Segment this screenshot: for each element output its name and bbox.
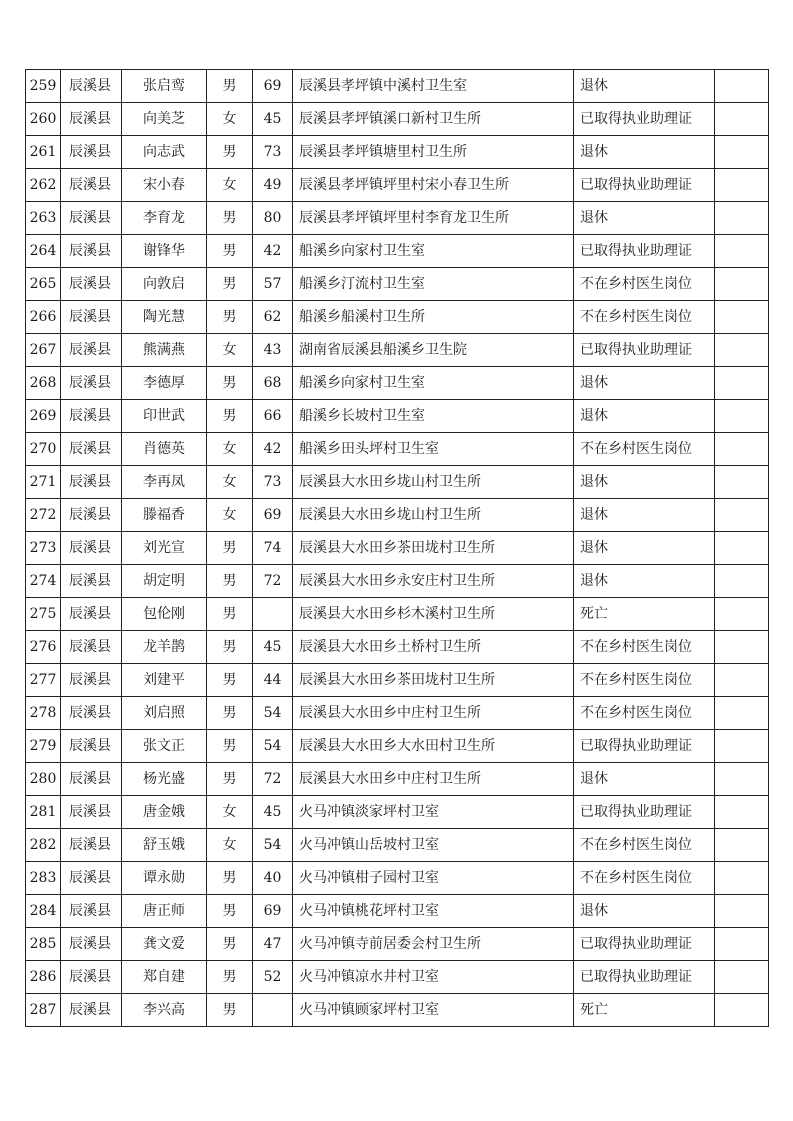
unit-cell: 火马冲镇柑子园村卫室 (293, 862, 574, 895)
county-cell: 辰溪县 (61, 829, 122, 862)
sex-cell: 女 (207, 334, 253, 367)
age-cell: 44 (253, 664, 293, 697)
sex-cell: 男 (207, 862, 253, 895)
row-number: 287 (26, 994, 61, 1027)
unit-cell: 辰溪县大水田乡茶田垅村卫生所 (293, 664, 574, 697)
county-cell: 辰溪县 (61, 169, 122, 202)
table-row (26, 136, 769, 169)
name-cell: 陶光慧 (122, 301, 207, 334)
age-cell: 47 (253, 928, 293, 961)
age-cell: 69 (253, 895, 293, 928)
age-cell: 54 (253, 730, 293, 763)
note-cell (715, 796, 769, 829)
status-cell: 已取得执业助理证 (574, 334, 715, 367)
unit-cell: 船溪乡汀流村卫生室 (293, 268, 574, 301)
note-cell (715, 730, 769, 763)
name-cell: 唐正师 (122, 895, 207, 928)
unit-cell: 辰溪县大水田乡土桥村卫生所 (293, 631, 574, 664)
table-row (26, 301, 769, 334)
unit-cell: 辰溪县孝坪镇坪里村宋小春卫生所 (293, 169, 574, 202)
note-cell (715, 961, 769, 994)
name-cell: 谢锋华 (122, 235, 207, 268)
county-cell: 辰溪县 (61, 400, 122, 433)
county-cell: 辰溪县 (61, 235, 122, 268)
county-cell: 辰溪县 (61, 631, 122, 664)
county-cell: 辰溪县 (61, 103, 122, 136)
name-cell: 龚文爱 (122, 928, 207, 961)
unit-cell: 火马冲镇寺前居委会村卫生所 (293, 928, 574, 961)
row-number: 266 (26, 301, 61, 334)
county-cell: 辰溪县 (61, 367, 122, 400)
unit-cell: 船溪乡向家村卫生室 (293, 367, 574, 400)
sex-cell: 男 (207, 565, 253, 598)
table-row (26, 565, 769, 598)
age-cell: 62 (253, 301, 293, 334)
county-cell: 辰溪县 (61, 565, 122, 598)
age-cell: 43 (253, 334, 293, 367)
status-cell: 退休 (574, 763, 715, 796)
row-number: 265 (26, 268, 61, 301)
name-cell: 郑自建 (122, 961, 207, 994)
unit-cell: 火马冲镇山岳坡村卫室 (293, 829, 574, 862)
note-cell (715, 763, 769, 796)
row-number: 276 (26, 631, 61, 664)
unit-cell: 湖南省辰溪县船溪乡卫生院 (293, 334, 574, 367)
status-cell: 死亡 (574, 994, 715, 1027)
age-cell: 73 (253, 466, 293, 499)
note-cell (715, 334, 769, 367)
county-cell: 辰溪县 (61, 763, 122, 796)
sex-cell: 男 (207, 367, 253, 400)
note-cell (715, 400, 769, 433)
table-row (26, 730, 769, 763)
age-cell: 42 (253, 433, 293, 466)
unit-cell: 辰溪县大水田乡大水田村卫生所 (293, 730, 574, 763)
name-cell: 李再凤 (122, 466, 207, 499)
note-cell (715, 598, 769, 631)
status-cell: 已取得执业助理证 (574, 169, 715, 202)
name-cell: 龙羊鹊 (122, 631, 207, 664)
unit-cell: 船溪乡田头坪村卫生室 (293, 433, 574, 466)
age-cell: 74 (253, 532, 293, 565)
sex-cell: 男 (207, 301, 253, 334)
table-row (26, 862, 769, 895)
age-cell: 66 (253, 400, 293, 433)
note-cell (715, 664, 769, 697)
note-cell (715, 367, 769, 400)
sex-cell: 男 (207, 268, 253, 301)
unit-cell: 辰溪县大水田乡垅山村卫生所 (293, 466, 574, 499)
row-number: 274 (26, 565, 61, 598)
table-row (26, 268, 769, 301)
name-cell: 李育龙 (122, 202, 207, 235)
county-cell: 辰溪县 (61, 70, 122, 103)
row-number: 278 (26, 697, 61, 730)
row-number: 271 (26, 466, 61, 499)
county-cell: 辰溪县 (61, 202, 122, 235)
table-row (26, 499, 769, 532)
unit-cell: 火马冲镇顾家坪村卫室 (293, 994, 574, 1027)
name-cell: 刘光宣 (122, 532, 207, 565)
age-cell (253, 598, 293, 631)
status-cell: 不在乡村医生岗位 (574, 268, 715, 301)
name-cell: 包伦刚 (122, 598, 207, 631)
name-cell: 肖德英 (122, 433, 207, 466)
name-cell: 舒玉娥 (122, 829, 207, 862)
age-cell: 57 (253, 268, 293, 301)
sex-cell: 女 (207, 829, 253, 862)
unit-cell: 辰溪县孝坪镇坪里村李育龙卫生所 (293, 202, 574, 235)
age-cell: 80 (253, 202, 293, 235)
table-row (26, 895, 769, 928)
table-row (26, 796, 769, 829)
row-number: 273 (26, 532, 61, 565)
doctor-roster-sheet (25, 69, 768, 1027)
row-number: 281 (26, 796, 61, 829)
county-cell: 辰溪县 (61, 697, 122, 730)
table-row (26, 994, 769, 1027)
unit-cell: 船溪乡向家村卫生室 (293, 235, 574, 268)
note-cell (715, 631, 769, 664)
age-cell: 54 (253, 697, 293, 730)
county-cell: 辰溪县 (61, 730, 122, 763)
age-cell: 54 (253, 829, 293, 862)
unit-cell: 火马冲镇淡家坪村卫室 (293, 796, 574, 829)
doctor-roster-table (25, 69, 769, 1027)
county-cell: 辰溪县 (61, 301, 122, 334)
status-cell: 已取得执业助理证 (574, 103, 715, 136)
age-cell: 72 (253, 565, 293, 598)
status-cell: 退休 (574, 70, 715, 103)
table-row (26, 961, 769, 994)
sex-cell: 男 (207, 994, 253, 1027)
status-cell: 已取得执业助理证 (574, 730, 715, 763)
unit-cell: 火马冲镇桃花坪村卫室 (293, 895, 574, 928)
unit-cell: 辰溪县大水田乡垅山村卫生所 (293, 499, 574, 532)
age-cell: 69 (253, 499, 293, 532)
status-cell: 退休 (574, 202, 715, 235)
table-row (26, 466, 769, 499)
age-cell: 68 (253, 367, 293, 400)
name-cell: 李德厚 (122, 367, 207, 400)
name-cell: 刘启照 (122, 697, 207, 730)
status-cell: 不在乡村医生岗位 (574, 664, 715, 697)
table-row (26, 928, 769, 961)
sex-cell: 男 (207, 730, 253, 763)
name-cell: 向敦启 (122, 268, 207, 301)
sex-cell: 男 (207, 928, 253, 961)
row-number: 270 (26, 433, 61, 466)
table-row (26, 433, 769, 466)
status-cell: 已取得执业助理证 (574, 235, 715, 268)
row-number: 280 (26, 763, 61, 796)
status-cell: 不在乡村医生岗位 (574, 301, 715, 334)
county-cell: 辰溪县 (61, 862, 122, 895)
note-cell (715, 895, 769, 928)
unit-cell: 辰溪县大水田乡中庄村卫生所 (293, 697, 574, 730)
sex-cell: 女 (207, 169, 253, 202)
name-cell: 向志武 (122, 136, 207, 169)
sex-cell: 男 (207, 697, 253, 730)
table-row (26, 334, 769, 367)
row-number: 261 (26, 136, 61, 169)
unit-cell: 辰溪县孝坪镇中溪村卫生室 (293, 70, 574, 103)
name-cell: 熊满燕 (122, 334, 207, 367)
county-cell: 辰溪县 (61, 928, 122, 961)
status-cell: 死亡 (574, 598, 715, 631)
name-cell: 张文正 (122, 730, 207, 763)
note-cell (715, 994, 769, 1027)
age-cell: 52 (253, 961, 293, 994)
name-cell: 杨光盛 (122, 763, 207, 796)
name-cell: 张启鸾 (122, 70, 207, 103)
table-row (26, 169, 769, 202)
sex-cell: 男 (207, 763, 253, 796)
status-cell: 不在乡村医生岗位 (574, 697, 715, 730)
county-cell: 辰溪县 (61, 433, 122, 466)
unit-cell: 船溪乡长坡村卫生室 (293, 400, 574, 433)
status-cell: 不在乡村医生岗位 (574, 631, 715, 664)
county-cell: 辰溪县 (61, 334, 122, 367)
table-row (26, 631, 769, 664)
note-cell (715, 202, 769, 235)
sex-cell: 男 (207, 631, 253, 664)
note-cell (715, 499, 769, 532)
row-number: 267 (26, 334, 61, 367)
row-number: 285 (26, 928, 61, 961)
row-number: 275 (26, 598, 61, 631)
county-cell: 辰溪县 (61, 268, 122, 301)
status-cell: 退休 (574, 499, 715, 532)
county-cell: 辰溪县 (61, 598, 122, 631)
county-cell: 辰溪县 (61, 994, 122, 1027)
note-cell (715, 697, 769, 730)
roster-body (26, 70, 769, 1027)
note-cell (715, 268, 769, 301)
age-cell: 42 (253, 235, 293, 268)
sex-cell: 男 (207, 400, 253, 433)
age-cell: 73 (253, 136, 293, 169)
name-cell: 李兴高 (122, 994, 207, 1027)
table-row (26, 532, 769, 565)
age-cell (253, 994, 293, 1027)
status-cell: 不在乡村医生岗位 (574, 433, 715, 466)
county-cell: 辰溪县 (61, 664, 122, 697)
row-number: 259 (26, 70, 61, 103)
name-cell: 谭永勋 (122, 862, 207, 895)
table-row (26, 202, 769, 235)
sex-cell: 男 (207, 136, 253, 169)
note-cell (715, 532, 769, 565)
table-row (26, 367, 769, 400)
note-cell (715, 466, 769, 499)
sex-cell: 女 (207, 103, 253, 136)
row-number: 264 (26, 235, 61, 268)
note-cell (715, 433, 769, 466)
note-cell (715, 235, 769, 268)
table-row (26, 664, 769, 697)
row-number: 279 (26, 730, 61, 763)
sex-cell: 男 (207, 70, 253, 103)
row-number: 272 (26, 499, 61, 532)
county-cell: 辰溪县 (61, 466, 122, 499)
note-cell (715, 103, 769, 136)
note-cell (715, 862, 769, 895)
sex-cell: 男 (207, 202, 253, 235)
county-cell: 辰溪县 (61, 961, 122, 994)
table-row (26, 103, 769, 136)
name-cell: 滕福香 (122, 499, 207, 532)
row-number: 268 (26, 367, 61, 400)
age-cell: 69 (253, 70, 293, 103)
sex-cell: 女 (207, 433, 253, 466)
row-number: 262 (26, 169, 61, 202)
county-cell: 辰溪县 (61, 136, 122, 169)
age-cell: 45 (253, 103, 293, 136)
unit-cell: 火马冲镇凉水井村卫室 (293, 961, 574, 994)
status-cell: 已取得执业助理证 (574, 928, 715, 961)
name-cell: 胡定明 (122, 565, 207, 598)
row-number: 284 (26, 895, 61, 928)
status-cell: 已取得执业助理证 (574, 796, 715, 829)
unit-cell: 辰溪县孝坪镇塘里村卫生所 (293, 136, 574, 169)
unit-cell: 辰溪县大水田乡永安庄村卫生所 (293, 565, 574, 598)
status-cell: 已取得执业助理证 (574, 961, 715, 994)
table-row (26, 598, 769, 631)
status-cell: 退休 (574, 136, 715, 169)
note-cell (715, 70, 769, 103)
sex-cell: 男 (207, 532, 253, 565)
note-cell (715, 136, 769, 169)
table-row (26, 70, 769, 103)
sex-cell: 男 (207, 895, 253, 928)
unit-cell: 船溪乡船溪村卫生所 (293, 301, 574, 334)
table-row (26, 400, 769, 433)
county-cell: 辰溪县 (61, 499, 122, 532)
status-cell: 退休 (574, 400, 715, 433)
note-cell (715, 565, 769, 598)
note-cell (715, 301, 769, 334)
age-cell: 45 (253, 631, 293, 664)
status-cell: 退休 (574, 895, 715, 928)
name-cell: 刘建平 (122, 664, 207, 697)
unit-cell: 辰溪县大水田乡茶田垅村卫生所 (293, 532, 574, 565)
name-cell: 宋小春 (122, 169, 207, 202)
sex-cell: 女 (207, 466, 253, 499)
sex-cell: 女 (207, 499, 253, 532)
row-number: 277 (26, 664, 61, 697)
county-cell: 辰溪县 (61, 895, 122, 928)
row-number: 282 (26, 829, 61, 862)
row-number: 263 (26, 202, 61, 235)
county-cell: 辰溪县 (61, 796, 122, 829)
age-cell: 49 (253, 169, 293, 202)
status-cell: 退休 (574, 532, 715, 565)
age-cell: 72 (253, 763, 293, 796)
status-cell: 不在乡村医生岗位 (574, 862, 715, 895)
table-row (26, 829, 769, 862)
row-number: 286 (26, 961, 61, 994)
name-cell: 印世武 (122, 400, 207, 433)
note-cell (715, 169, 769, 202)
row-number: 269 (26, 400, 61, 433)
name-cell: 唐金娥 (122, 796, 207, 829)
status-cell: 不在乡村医生岗位 (574, 829, 715, 862)
note-cell (715, 928, 769, 961)
unit-cell: 辰溪县孝坪镇溪口新村卫生所 (293, 103, 574, 136)
sex-cell: 男 (207, 664, 253, 697)
name-cell: 向美芝 (122, 103, 207, 136)
county-cell: 辰溪县 (61, 532, 122, 565)
table-row (26, 763, 769, 796)
sex-cell: 男 (207, 598, 253, 631)
status-cell: 退休 (574, 367, 715, 400)
row-number: 260 (26, 103, 61, 136)
age-cell: 45 (253, 796, 293, 829)
note-cell (715, 829, 769, 862)
status-cell: 退休 (574, 565, 715, 598)
status-cell: 退休 (574, 466, 715, 499)
sex-cell: 男 (207, 961, 253, 994)
age-cell: 40 (253, 862, 293, 895)
table-row (26, 697, 769, 730)
unit-cell: 辰溪县大水田乡杉木溪村卫生所 (293, 598, 574, 631)
table-row (26, 235, 769, 268)
row-number: 283 (26, 862, 61, 895)
sex-cell: 女 (207, 796, 253, 829)
sex-cell: 男 (207, 235, 253, 268)
unit-cell: 辰溪县大水田乡中庄村卫生所 (293, 763, 574, 796)
